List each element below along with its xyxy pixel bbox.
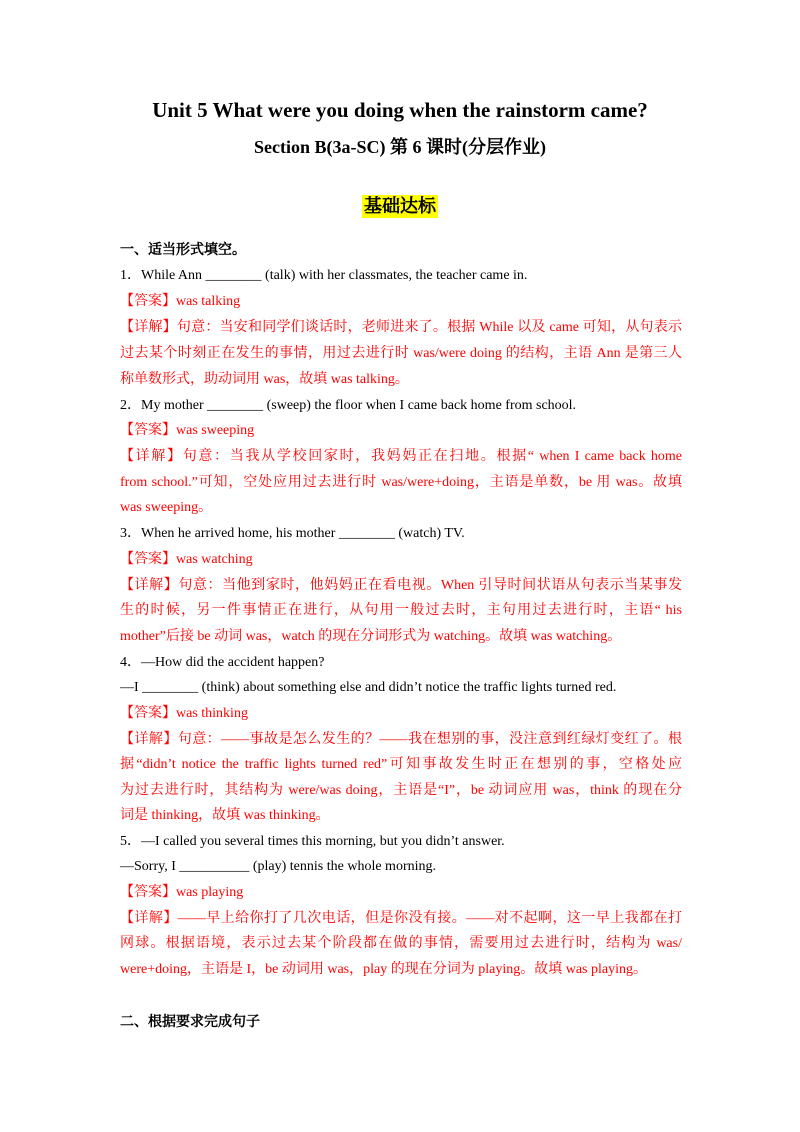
explanation-3-line-3: mother”后接 be 动词 was，watch 的现在分词形式为 watching。故填 was watching。: [120, 629, 622, 644]
explanation-4-line-3: 为过去进行时，其结构为 were/was doing，主语是“I”，be 动词应用 was，think 的现在分: [120, 783, 682, 798]
answer-4: 【答案】was thinking: [120, 706, 248, 721]
level-label: [0, 193, 800, 220]
answer-2: 【答案】was sweeping: [120, 423, 255, 438]
explanation-2-line-1: 【详解】句意：当我从学校回家时，我妈妈正在扫地。根据“ when I came back home: [120, 449, 682, 464]
explanation-5-line-2: 网球。根据语境，表示过去某个阶段都在做的事情，需要用过去进行时，结构为 was/: [120, 936, 682, 951]
section1-heading: 一、适当形式填空。: [120, 242, 246, 258]
question-5-line-2: —Sorry, I __________ (play) tennis the whole morning.: [120, 859, 436, 874]
explanation-5-line-1: 【详解】——早上给你打了几次电话，但是你没有接。——对不起啊，这一早上我都在打: [120, 911, 682, 926]
page-title: Unit 5 What were you doing when the rainstorm came?: [152, 98, 648, 122]
question-5-line-1: 5．—I called you several times this morning, but you didn’t answer.: [120, 834, 505, 849]
explanation-3-line-1: 【详解】句意：当他到家时，他妈妈正在看电视。When 引导时间状语从句表示当某事发: [120, 578, 682, 593]
explanation-1-line-3: 称单数形式，助动词用 was，故填 was talking。: [120, 372, 409, 387]
answer-1: 【答案】was talking: [120, 294, 241, 309]
explanation-1-line-2: 过去某个时刻正在发生的事情，用过去进行时 was/were doing 的结构，主语 Ann 是第三人: [120, 346, 682, 361]
answer-5: 【答案】was playing: [120, 885, 244, 900]
explanation-4-line-1: 【详解】句意：——事故是怎么发生的？——我在想别的事，没注意到红绿灯变红了。根: [120, 732, 682, 747]
explanation-3-line-2: 生的时候，另一件事情正在进行，从句用一般过去时，主句用过去进行时，主语“ his: [120, 603, 682, 618]
explanation-2-line-2: from school.”可知，空处应用过去进行时 was/were+doing，主语是单数，be 用 was。故填: [120, 475, 682, 490]
explanation-1-line-1: 【详解】句意：当安和同学们谈话时，老师进来了。根据 While 以及 came 可知，从句表示: [120, 320, 682, 335]
question-1-line-1: 1．While Ann ________ (talk) with her classmates, the teacher came in.: [120, 268, 528, 283]
question-4-line-1: 4．—How did the accident happen?: [120, 655, 325, 670]
section2-heading: 二、根据要求完成句子: [120, 1014, 260, 1030]
level-highlight: 基础达标: [364, 196, 436, 217]
explanation-4-line-2: 据“didn’t notice the traffic lights turned red”可知事故发生时正在想别的事，空格处应: [120, 757, 682, 772]
explanation-5-line-3: were+doing，主语是 I，be 动词用 was，play 的现在分词为 playing。故填 was playing。: [120, 962, 647, 977]
explanation-4-line-4: 词是 thinking，故填 was thinking。: [120, 808, 330, 823]
answer-3: 【答案】was watching: [120, 552, 253, 567]
question-4-line-2: —I ________ (think) about something else and didn’t notice the traffic lights turned red.: [120, 680, 617, 695]
question-3-line-1: 3．When he arrived home, his mother ________ (watch) TV.: [120, 526, 465, 541]
explanation-2-line-3: was sweeping。: [120, 500, 213, 515]
page-subtitle: Section B(3a-SC) 第 6 课时(分层作业): [254, 137, 546, 157]
question-2-line-1: 2．My mother ________ (sweep) the floor when I came back home from school.: [120, 398, 577, 413]
